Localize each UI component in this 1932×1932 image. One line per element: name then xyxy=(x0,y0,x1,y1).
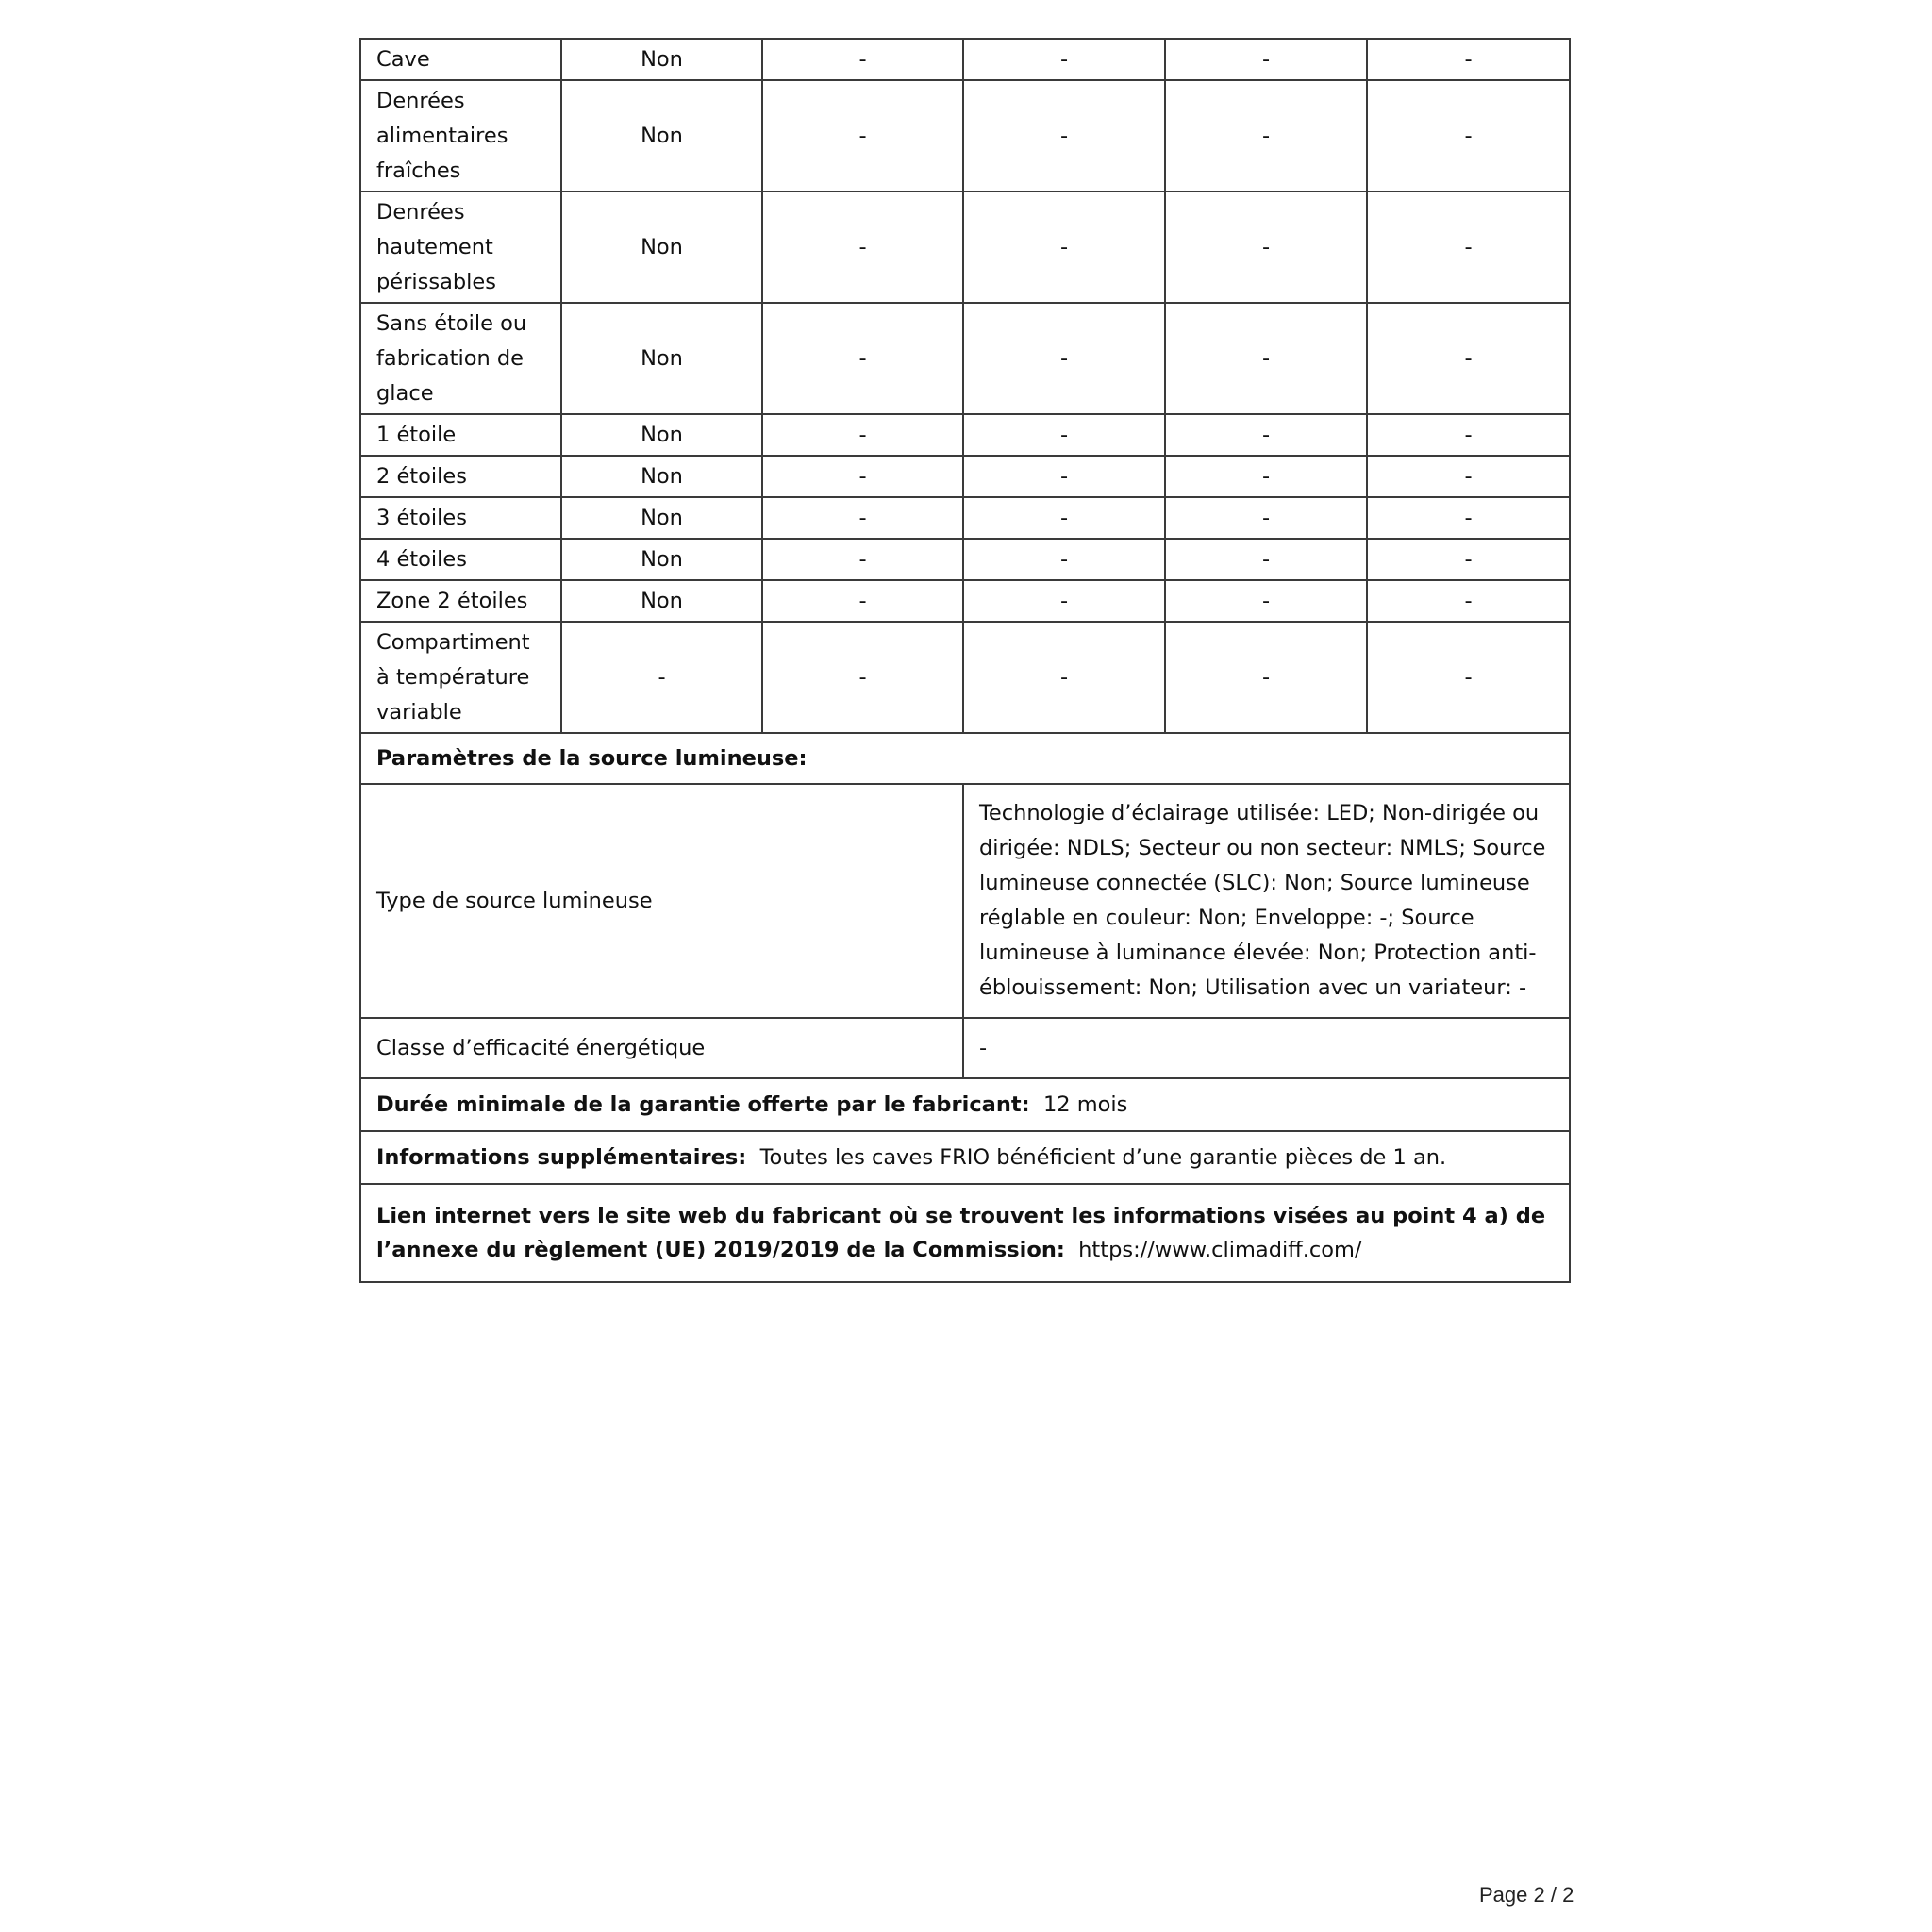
link-label: Lien internet vers le site web du fabricant où se trouvent les informations visées au point 4 a) de l’annexe du règlement (UE) 2019/2019 de la Commission: xyxy=(376,1204,1546,1262)
compartment-value: - xyxy=(762,80,963,192)
compartment-value: - xyxy=(1165,39,1367,80)
compartment-name: Sans étoile ou fabrication de glace xyxy=(360,303,561,414)
compartment-value: - xyxy=(1165,580,1367,622)
compartment-value: - xyxy=(1367,497,1570,539)
compartment-value: - xyxy=(1165,303,1367,414)
compartment-value: - xyxy=(762,414,963,456)
compartment-row xyxy=(360,80,1570,192)
compartment-name: Denrées hautement périssables xyxy=(360,192,561,303)
light-source-section-title: Paramètres de la source lumineuse: xyxy=(360,733,1570,784)
compartment-value: Non xyxy=(561,192,762,303)
compartment-value: - xyxy=(762,497,963,539)
compartment-value: - xyxy=(762,456,963,497)
compartment-value: - xyxy=(963,622,1165,733)
compartment-value: - xyxy=(963,580,1165,622)
compartment-row xyxy=(360,497,1570,539)
compartment-value: - xyxy=(963,80,1165,192)
compartment-name: 1 étoile xyxy=(360,414,561,456)
compartment-name: Denrées alimentaires fraîches xyxy=(360,80,561,192)
compartment-row xyxy=(360,539,1570,580)
compartment-row xyxy=(360,456,1570,497)
compartment-value: Non xyxy=(561,80,762,192)
energy-class-value: - xyxy=(963,1018,1570,1078)
compartment-value: Non xyxy=(561,303,762,414)
compartment-value: - xyxy=(963,414,1165,456)
compartment-value: - xyxy=(762,580,963,622)
compartment-name: Cave xyxy=(360,39,561,80)
compartment-value: - xyxy=(1165,456,1367,497)
compartment-value: - xyxy=(1165,192,1367,303)
warranty-value: 12 mois xyxy=(1042,1091,1128,1117)
compartment-rows xyxy=(360,39,1570,733)
compartment-value: - xyxy=(1165,497,1367,539)
compartment-row xyxy=(360,414,1570,456)
compartment-row xyxy=(360,39,1570,80)
compartment-value: - xyxy=(1367,39,1570,80)
compartment-row xyxy=(360,303,1570,414)
compartment-value: - xyxy=(963,539,1165,580)
compartment-value: - xyxy=(1367,80,1570,192)
compartment-value: - xyxy=(1165,414,1367,456)
compartment-value: Non xyxy=(561,539,762,580)
compartment-name: Zone 2 étoiles xyxy=(360,580,561,622)
compartment-value: - xyxy=(1367,414,1570,456)
compartment-value: - xyxy=(963,497,1165,539)
info-value: Toutes les caves FRIO bénéficient d’une garantie pièces de 1 an. xyxy=(759,1144,1447,1170)
link-row xyxy=(360,1184,1570,1282)
compartment-table xyxy=(359,38,1571,1283)
light-source-type-value: Technologie d’éclairage utilisée: LED; Non-dirigée ou dirigée: NDLS; Secteur ou non secteur: NMLS; Source lumineuse connectée (SLC): Non; Source lumineuse réglable en couleur: Non; Enveloppe: -; Source lumineuse à luminance élevée: Non; Protection anti-éblouissement: Non; Utilisation avec un variateur: - xyxy=(963,784,1570,1018)
warranty-label: Durée minimale de la garantie offerte par le fabricant: xyxy=(376,1091,1030,1117)
compartment-value: - xyxy=(963,192,1165,303)
compartment-value: - xyxy=(963,39,1165,80)
product-sheet xyxy=(359,38,1569,1283)
info-row xyxy=(360,1131,1570,1184)
compartment-value: - xyxy=(1165,539,1367,580)
compartment-value: - xyxy=(963,456,1165,497)
compartment-value: - xyxy=(963,303,1165,414)
compartment-value: Non xyxy=(561,39,762,80)
compartment-row xyxy=(360,580,1570,622)
energy-class-label: Classe d’efficacité énergétique xyxy=(360,1018,963,1078)
compartment-value: - xyxy=(1165,80,1367,192)
compartment-value: - xyxy=(561,622,762,733)
compartment-name: 2 étoiles xyxy=(360,456,561,497)
compartment-value: - xyxy=(762,539,963,580)
page-number: Page 2 / 2 xyxy=(1479,1883,1574,1907)
light-source-type-label: Type de source lumineuse xyxy=(360,784,963,1018)
compartment-value: - xyxy=(762,39,963,80)
info-label: Informations supplémentaires: xyxy=(376,1144,747,1170)
compartment-value: - xyxy=(1367,622,1570,733)
compartment-row xyxy=(360,192,1570,303)
compartment-name: 4 étoiles xyxy=(360,539,561,580)
warranty-row xyxy=(360,1078,1570,1131)
compartment-value: - xyxy=(762,303,963,414)
compartment-value: Non xyxy=(561,456,762,497)
compartment-value: - xyxy=(1367,580,1570,622)
compartment-name: 3 étoiles xyxy=(360,497,561,539)
manufacturer-link[interactable]: https://www.climadiff.com/ xyxy=(1078,1238,1362,1262)
compartment-value: - xyxy=(1367,192,1570,303)
compartment-value: - xyxy=(1367,303,1570,414)
compartment-row xyxy=(360,622,1570,733)
compartment-value: Non xyxy=(561,414,762,456)
compartment-value: - xyxy=(1367,539,1570,580)
compartment-value: - xyxy=(1367,456,1570,497)
compartment-value: - xyxy=(1165,622,1367,733)
compartment-value: - xyxy=(762,622,963,733)
compartment-name: Compartiment à température variable xyxy=(360,622,561,733)
compartment-value: Non xyxy=(561,497,762,539)
compartment-value: - xyxy=(762,192,963,303)
compartment-value: Non xyxy=(561,580,762,622)
